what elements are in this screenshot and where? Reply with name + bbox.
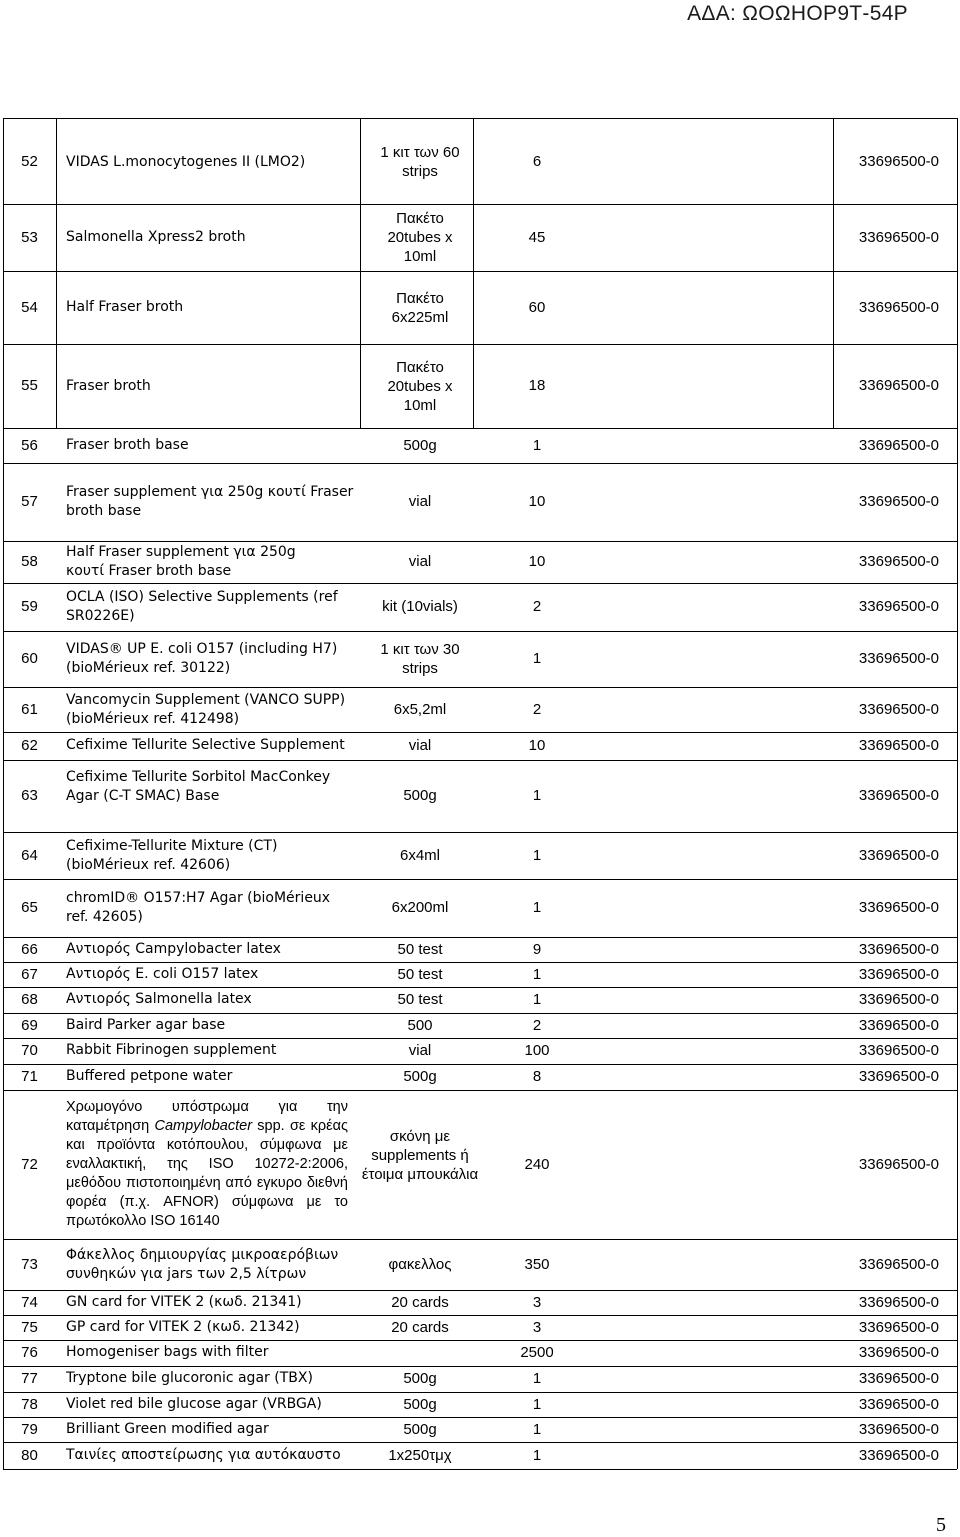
row-description: Rabbit Fibrinogen supplement xyxy=(66,1042,277,1058)
row-quantity: 10 xyxy=(528,553,546,570)
row-rule xyxy=(3,1064,957,1065)
row-number: 77 xyxy=(21,1370,38,1387)
row-description: Αντιορός E. coli O157 latex xyxy=(66,965,259,982)
row-cpv-code: 33696500-0 xyxy=(858,553,939,570)
row-pack-size: 6x4ml xyxy=(399,846,440,864)
row-rule xyxy=(3,463,957,464)
row-quantity: 2 xyxy=(532,700,542,718)
row-pack-size: 6x200ml xyxy=(391,899,449,916)
col-rule xyxy=(360,118,361,428)
row-cpv-code: 33696500-0 xyxy=(858,700,939,718)
row-quantity: 1 xyxy=(532,991,542,1008)
row-quantity: 10 xyxy=(528,493,546,510)
row-rule xyxy=(3,541,957,542)
row-pack-size: Πακέτο 6x225ml xyxy=(391,289,449,326)
row-pack-size: 500g xyxy=(403,1068,437,1085)
row-description: Baird Parker agar base xyxy=(66,1016,226,1033)
row-pack-size: kit (10vials) xyxy=(382,598,458,615)
row-cpv-code: 33696500-0 xyxy=(858,153,939,170)
row-quantity: 2 xyxy=(532,598,542,615)
row-rule xyxy=(3,962,957,963)
row-number: 60 xyxy=(21,650,38,667)
page-number: 5 xyxy=(936,1514,946,1536)
row-cpv-code: 33696500-0 xyxy=(858,787,939,804)
row-description: Φάκελλος δημιουργίας μικροαερόβιων συνθηκών για jars των 2,5 λίτρων xyxy=(66,1246,339,1282)
row-number: 71 xyxy=(21,1068,38,1085)
row-number: 53 xyxy=(21,228,38,246)
row-rule xyxy=(3,1290,957,1291)
row-description: VIDAS L.monocytogenes II (LMO2) xyxy=(66,153,306,170)
row-cpv-code: 33696500-0 xyxy=(858,1255,939,1273)
row-pack-size: 50 test xyxy=(397,991,443,1008)
row-cpv-code: 33696500-0 xyxy=(858,846,939,864)
row-pack-size: Πακέτο 20tubes x 10ml xyxy=(387,210,453,265)
row-rule xyxy=(3,204,957,205)
row-cpv-code: 33696500-0 xyxy=(858,493,939,510)
row-number: 56 xyxy=(21,436,38,454)
row-cpv-code: 33696500-0 xyxy=(858,1068,939,1085)
row-number: 68 xyxy=(21,991,38,1008)
row-rule xyxy=(3,1038,957,1039)
row-description: Cefixime-Tellurite Mixture (CT) (bioMérieux ref. 42606) xyxy=(66,837,278,873)
row-pack-size: φακελλος xyxy=(388,1255,452,1273)
row-cpv-code: 33696500-0 xyxy=(858,1042,939,1059)
table-right-rule xyxy=(957,118,958,1469)
row-cpv-code: 33696500-0 xyxy=(858,1395,939,1413)
row-pack-size: vial xyxy=(408,737,432,754)
row-number: 63 xyxy=(21,787,38,804)
row-description: Cefixime Tellurite Sorbitol MacConkey Agar (C-T SMAC) Base xyxy=(66,768,331,804)
row-quantity: 1 xyxy=(532,965,542,983)
row-number: 61 xyxy=(21,700,38,718)
row-rule xyxy=(3,937,957,938)
row-description: Fraser broth base xyxy=(66,436,189,453)
row-quantity: 1 xyxy=(532,899,542,916)
row-rule xyxy=(3,271,957,272)
row-number: 79 xyxy=(21,1420,38,1438)
row-rule xyxy=(3,987,957,988)
row-rule xyxy=(3,1315,957,1316)
row-description: GP card for VITEK 2 (κωδ. 21342) xyxy=(66,1318,300,1335)
row-number: 54 xyxy=(21,298,38,316)
row-quantity: 1 xyxy=(532,650,542,667)
row-number: 59 xyxy=(21,598,38,615)
row-cpv-code: 33696500-0 xyxy=(858,598,939,615)
row-quantity: 10 xyxy=(528,737,546,754)
row-number: 69 xyxy=(21,1016,38,1034)
col-rule xyxy=(56,118,57,428)
row-description: Ταινίες αποστείρωσης για αυτόκαυστο xyxy=(66,1446,341,1463)
row-description: Half Fraser broth xyxy=(66,299,184,315)
row-number: 74 xyxy=(21,1293,38,1311)
row-number: 80 xyxy=(21,1446,38,1464)
row-quantity: 3 xyxy=(532,1318,542,1336)
row-rule xyxy=(3,687,957,688)
row-number: 67 xyxy=(21,965,38,983)
row-pack-size: 500g xyxy=(403,436,437,454)
row-description: Vancomycin Supplement (VANCO SUPP) (bioMérieux ref. 412498) xyxy=(66,691,346,727)
row-description: Αντιορός Campylobacter latex xyxy=(66,940,281,957)
row-quantity: 1 xyxy=(532,1446,542,1464)
row-rule xyxy=(3,760,957,761)
row-rule xyxy=(3,732,957,733)
row-cpv-code: 33696500-0 xyxy=(858,228,939,246)
row-quantity: 1 xyxy=(532,1370,542,1387)
row-description: Χρωμογόνο υπόστρωμα για την καταμέτρηση Campylobacter spp. σε κρέας και προϊόντα κοτόπουλου, σύμφωνα με εναλλακτική, της ISO 10272-2:2006, μεθόδου πιστοποιημένη από εγκυρο διεθνή φορέα (π.χ. AFNOR) σύμφωνα με το πρωτόκολλο ISO 16140 xyxy=(66,1099,348,1229)
row-cpv-code: 33696500-0 xyxy=(858,991,939,1008)
row-description: Half Fraser supplement για 250g κουτί Fraser broth base xyxy=(66,544,296,579)
row-rule xyxy=(3,428,957,429)
row-cpv-code: 33696500-0 xyxy=(858,1370,939,1387)
row-cpv-code: 33696500-0 xyxy=(858,940,939,958)
row-number: 70 xyxy=(21,1042,38,1059)
row-description: Fraser broth xyxy=(66,377,151,394)
row-pack-size: 1 κιτ των 60 strips xyxy=(380,144,460,180)
row-description: Salmonella Xpress2 broth xyxy=(66,229,246,245)
row-number: 64 xyxy=(21,846,38,864)
row-rule xyxy=(3,832,957,833)
row-quantity: 3 xyxy=(532,1293,542,1311)
row-cpv-code: 33696500-0 xyxy=(858,965,939,983)
row-rule xyxy=(3,1013,957,1014)
row-number: 57 xyxy=(21,493,38,510)
row-quantity: 1 xyxy=(532,846,542,864)
row-number: 65 xyxy=(21,899,38,916)
row-rule xyxy=(3,1340,957,1341)
row-description: Fraser supplement για 250g κουτί Fraser broth base xyxy=(66,484,354,519)
row-pack-size: 20 cards xyxy=(391,1318,449,1336)
row-quantity: 2 xyxy=(532,1016,542,1034)
row-pack-size: 1 κιτ των 30 strips xyxy=(380,641,460,677)
row-number: 58 xyxy=(21,553,38,570)
row-cpv-code: 33696500-0 xyxy=(858,377,939,394)
row-quantity: 350 xyxy=(524,1255,550,1273)
row-quantity: 9 xyxy=(532,940,542,958)
row-description: chromID® O157:H7 Agar (bioMérieux ref. 42605) xyxy=(66,890,331,925)
row-description: Brilliant Green modified agar xyxy=(66,1420,269,1437)
row-rule xyxy=(3,1392,957,1393)
row-rule xyxy=(3,1090,957,1091)
row-description: Αντιορός Salmonella latex xyxy=(66,991,252,1007)
row-quantity: 100 xyxy=(524,1042,550,1059)
row-number: 55 xyxy=(21,377,38,394)
row-description: VIDAS® UP E. coli O157 (including H7) (bioMérieux ref. 30122) xyxy=(66,641,338,676)
row-cpv-code: 33696500-0 xyxy=(858,1446,939,1464)
row-number: 66 xyxy=(21,940,38,958)
row-rule xyxy=(3,631,957,632)
row-pack-size: vial xyxy=(408,493,432,510)
row-rule xyxy=(3,879,957,880)
row-quantity: 1 xyxy=(532,787,542,804)
table-top-rule xyxy=(3,118,957,119)
row-description: Tryptone bile glucoronic agar (TBX) xyxy=(66,1370,313,1386)
ada-header: ΑΔΑ: ΩΟΩΗΟΡ9Τ-54Ρ xyxy=(687,2,908,25)
row-number: 62 xyxy=(21,737,38,754)
row-cpv-code: 33696500-0 xyxy=(858,1344,939,1361)
row-pack-size: 50 test xyxy=(397,940,443,958)
row-pack-size: σκόνη με supplements ή έτοιμα μπουκάλια xyxy=(361,1127,479,1183)
row-cpv-code: 33696500-0 xyxy=(858,1318,939,1336)
col-rule xyxy=(473,118,474,428)
row-description: GN card for VITEK 2 (κωδ. 21341) xyxy=(66,1293,302,1310)
row-quantity: 240 xyxy=(524,1155,550,1173)
row-pack-size: vial xyxy=(408,553,432,570)
row-pack-size: 6x5,2ml xyxy=(393,700,447,718)
row-cpv-code: 33696500-0 xyxy=(858,436,939,454)
row-description: OCLA (ISO) Selective Supplements (ref SR0226E) xyxy=(66,589,338,624)
row-cpv-code: 33696500-0 xyxy=(858,1155,939,1173)
row-cpv-code: 33696500-0 xyxy=(858,1420,939,1438)
row-quantity: 1 xyxy=(532,436,542,454)
row-quantity: 1 xyxy=(532,1395,542,1413)
row-number: 52 xyxy=(21,153,38,170)
row-cpv-code: 33696500-0 xyxy=(858,298,939,316)
row-rule xyxy=(3,1417,957,1418)
row-quantity: 18 xyxy=(528,377,546,394)
row-cpv-code: 33696500-0 xyxy=(858,1016,939,1034)
row-rule xyxy=(3,1239,957,1240)
row-pack-size: 500g xyxy=(403,1420,437,1438)
row-number: 76 xyxy=(21,1344,38,1361)
row-pack-size: 500g xyxy=(403,787,437,804)
row-pack-size: 500g xyxy=(403,1370,437,1387)
row-quantity: 2500 xyxy=(520,1344,554,1361)
row-quantity: 45 xyxy=(528,228,546,246)
row-rule xyxy=(3,583,957,584)
row-cpv-code: 33696500-0 xyxy=(858,650,939,667)
row-cpv-code: 33696500-0 xyxy=(858,737,939,754)
row-description: Cefixime Tellurite Selective Supplement xyxy=(66,737,345,753)
row-pack-size: Πακέτο 20tubes x 10ml xyxy=(387,358,453,414)
row-rule xyxy=(3,1366,957,1367)
row-pack-size: 50 test xyxy=(397,965,443,983)
row-pack-size: 1x250τμχ xyxy=(388,1446,452,1464)
row-number: 72 xyxy=(21,1155,38,1173)
row-description: Buffered petpone water xyxy=(66,1068,233,1084)
row-rule xyxy=(3,1469,957,1470)
row-pack-size: 500g xyxy=(403,1395,437,1413)
row-cpv-code: 33696500-0 xyxy=(858,1293,939,1311)
species-name: Campylobacter xyxy=(154,1118,253,1134)
row-rule xyxy=(3,344,957,345)
row-pack-size: vial xyxy=(408,1042,432,1059)
row-number: 78 xyxy=(21,1395,38,1413)
row-description: Violet red bile glucose agar (VRBGA) xyxy=(66,1395,322,1412)
row-cpv-code: 33696500-0 xyxy=(858,899,939,916)
row-number: 75 xyxy=(21,1318,38,1336)
row-description: Homogeniser bags with filter xyxy=(66,1344,269,1360)
row-pack-size: 500 xyxy=(407,1016,433,1034)
row-quantity: 1 xyxy=(532,1420,542,1438)
row-rule xyxy=(3,1442,957,1443)
row-quantity: 6 xyxy=(532,153,542,170)
row-pack-size: 20 cards xyxy=(391,1293,449,1311)
row-number: 73 xyxy=(21,1255,38,1273)
row-quantity: 8 xyxy=(532,1068,542,1085)
row-quantity: 60 xyxy=(528,298,546,316)
